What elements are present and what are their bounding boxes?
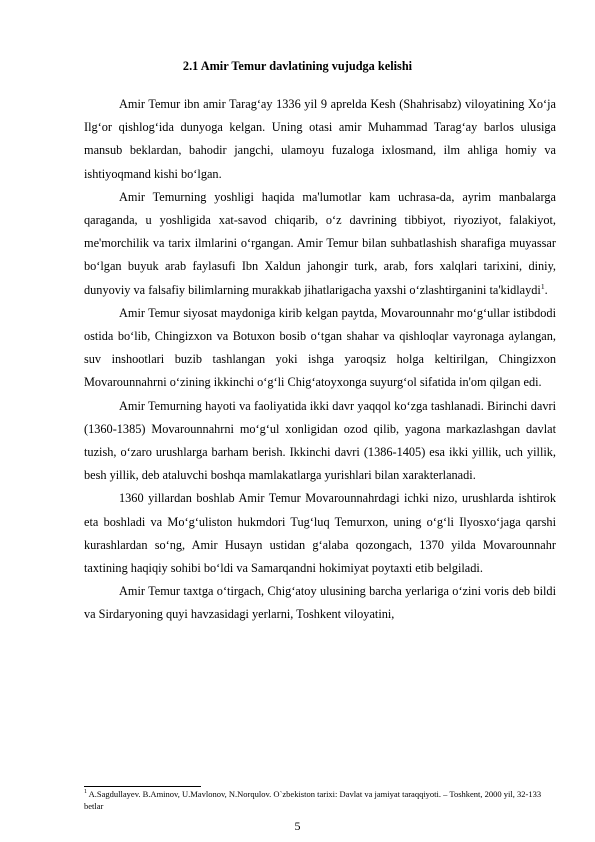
paragraph-text: Amir Temur siyosat maydoniga kirib kelgan paytda, Movarounnahr mo‘g‘ullar istibdodi ostida bo‘lib, Chingizxon va Botuxon bosib o‘tgan shahar va qishloqlar vayronaga aylangan, suv inshootlari buzib tashlangan yoki ishga yaroqsiz holga keltirilgan, Chingizxon Movarounnahrni o‘zining ikkinchi o‘g‘li Chig‘atoyxonga suyurg‘ol sifatida in'om qilgan edi.: [84, 305, 556, 390]
paragraph-5: [84, 487, 556, 580]
footnote-separator: [84, 786, 201, 787]
footnote: [84, 789, 556, 812]
footnote-text: A.Sagdullayev. B.Aminov, U.Mavlonov, N.Norqulov. O`zbekiston tarixi: Davlat va jamiyat taraqqiyoti. – Toshkent, 2000 yil, 32-133 betlar: [84, 789, 542, 811]
paragraph-4: [84, 395, 556, 488]
paragraph-3: [84, 302, 556, 395]
paragraph-text: Amir Temur taxtga o‘tirgach, Chig‘atoy ulusining barcha yerlariga o‘zini voris deb bildi va Sirdaryoning quyi havzasidagi yerlarni, Toshkent viloyatini,: [84, 584, 556, 622]
paragraph-2: Amir Temurning yoshligi haqida ma'lumotlar kam uchrasa-da, ayrim manbalarga qaraganda, u yoshligida xat-savod chiqarib, o‘z davrining tibbiyot, riyoziyot, falakiyot, me'morchilik va tarix ilmlarini o‘rgangan. Amir Temur bilan suhbatlashish sharafiga muyassar bo‘lgan buyuk arab faylasufi Ibn Xaldun jahongir turk, arab, fors xalqlari tarixini, diniy, dunyoviy va falsafiy bilimlarning murakkab jihatlarigacha yaxshi o‘zlashtirganini ta'kidlaydi$^1$.: [84, 189, 556, 297]
paragraph-1: [84, 93, 556, 186]
footnote-mark: 1: [84, 789, 87, 796]
paragraph-text: Amir Temur ibn amir Tarag‘ay 1336 yil 9 aprelda Kesh (Shahrisabz) viloyatining Xo‘ja Ilg‘or qishlog‘ida dunyoga kelgan. Uning otasi amir Muhammad Tarag‘ay barlos ulusiga mansub beklardan, bahodir jangchi, ulamoyu fuzaloga ixlosmand, ilm ahliga homiy va ishtiyoqmand kishi bo‘lgan.: [84, 97, 556, 181]
paragraph-text: Amir Temurning yoshligi haqida ma'lumotlar kam uchrasa-da, ayrim manbalarga qaraganda, u yoshligida xat-savod chiqarib, o‘z davrining tibbiyot, riyoziyot, falakiyot, me'morchilik va tarix ilmlarini o‘rgangan. Amir Temur bilan suhbatlashish sharafiga muyassar bo‘lgan buyuk arab faylasufi Ibn Xaldun jahongir turk, arab, fors xalqlari tarixini, diniy, dunyoviy va falsafiy bilimlarning murakkab jihatlarigacha yaxshi o‘zlashtirganini ta'kidlaydi: [84, 189, 556, 297]
footnote-reference[interactable]: 1: [540, 281, 545, 291]
body-text: [84, 93, 556, 627]
page-number: 5: [294, 819, 301, 833]
paragraph-6: [84, 580, 556, 626]
paragraph-text: Amir Temurning hayoti va faoliyatida ikki davr yaqqol ko‘zga tashlanadi. Birinchi davri (1360-1385) Movarounnahrni mo‘g‘ul xonligidan ozod qilib, yagona markazlashgan davlat tuzish, o‘zaro urushlarga barham berish. Ikkinchi davri (1386-1405) esa ikki yillik, uch yillik, besh yillik, deb ataluvchi boshqa mamlakatlarga yurishlari bilan xarakterlanadi.: [84, 398, 556, 483]
paragraph-text: 1360 yillardan boshlab Amir Temur Movarounnahrdagi ichki nizo, urushlarda ishtirok eta boshladi va Mo‘g‘uliston hukmdori Tug‘luq Temurxon, uning o‘g‘li Ilyosxo‘jaga qarshi kurashlardan so‘ng, Amir Husayn ustidan g‘alaba qozongach, 1370 yilda Movarounnahr taxtining haqiqiy sohibi bo‘ldi va Samarqandni hokimiyat poytaxti etib belgiladi.: [84, 491, 556, 576]
section-title: 2.1 Amir Temur davlatining vujudga kelishi: [182, 59, 413, 73]
